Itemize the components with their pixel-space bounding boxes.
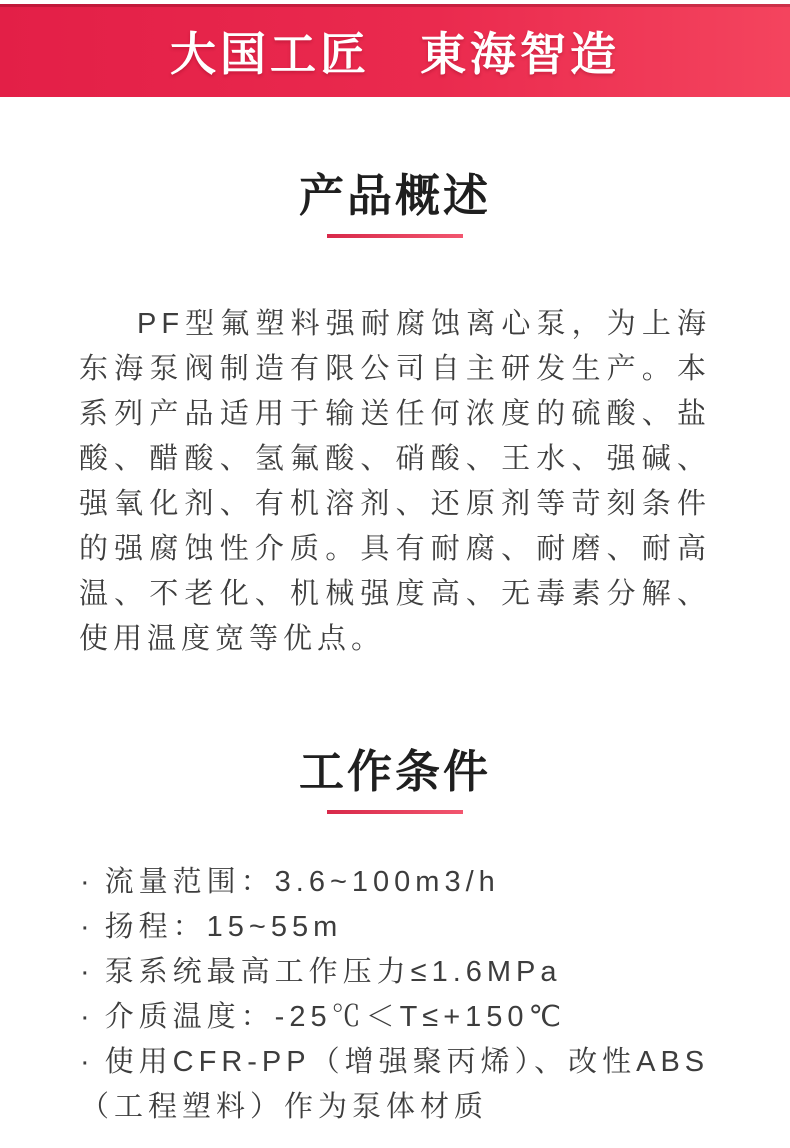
brand-banner bbox=[0, 4, 790, 97]
bullet-icon: · bbox=[80, 911, 95, 943]
brand-banner-title: 大国工匠 東海智造 bbox=[170, 27, 620, 80]
list-item bbox=[80, 860, 710, 905]
list-item bbox=[80, 905, 710, 950]
list-item bbox=[80, 1040, 710, 1130]
section-working-conditions bbox=[0, 746, 790, 1130]
red-divider bbox=[327, 234, 463, 238]
condition-max-pressure: 泵系统最高工作压力≤1.6MPa bbox=[104, 956, 562, 988]
list-item bbox=[80, 950, 710, 995]
product-overview-paragraph: PF型氟塑料强耐腐蚀离心泵，为上海东海泵阀制造有限公司自主研发生产。本系列产品适用于输送任何浓度的硫酸、盐酸、醋酸、氢氟酸、硝酸、王水、强碱、强氧化剂、有机溶剂、还原剂等苛刻条件的强腐蚀性介质。具有耐腐、耐磨、耐高温、不老化、机械强度高、无毒素分解、使用温度宽等优点。 bbox=[79, 308, 711, 655]
condition-pump-body-material: 使用CFR-PP（增强聚丙烯）、改性ABS（工程塑料）作为泵体材质 bbox=[80, 1046, 710, 1123]
product-detail-page bbox=[0, 4, 790, 1148]
section-product-overview bbox=[0, 170, 790, 662]
condition-head: 扬程：15~55m bbox=[104, 911, 343, 943]
bullet-icon: · bbox=[80, 866, 95, 898]
list-item bbox=[80, 995, 710, 1040]
red-divider bbox=[327, 810, 463, 814]
condition-flow-range: 流量范围：3.6~100m3/h bbox=[104, 866, 500, 898]
product-overview-title: 产品概述 bbox=[298, 170, 491, 221]
bullet-icon: · bbox=[80, 1046, 95, 1078]
working-conditions-list bbox=[80, 860, 710, 1130]
condition-medium-temperature: 介质温度：-25℃＜T≤+150℃ bbox=[104, 1001, 567, 1033]
working-conditions-title: 工作条件 bbox=[298, 746, 491, 797]
bullet-icon: · bbox=[80, 1001, 95, 1033]
bullet-icon: · bbox=[80, 956, 95, 988]
